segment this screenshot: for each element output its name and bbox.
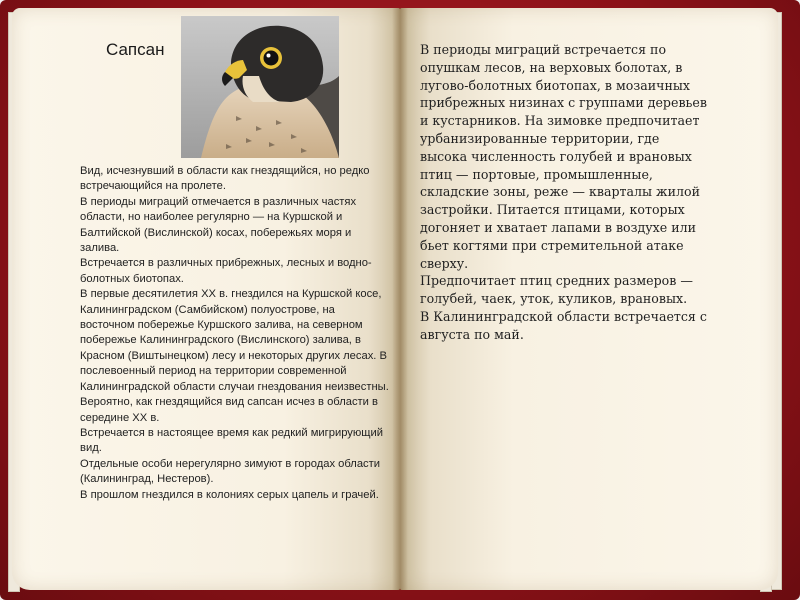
paragraph: Отдельные особи нерегулярно зимуют в городах области (Калининград, Нестеров). (80, 457, 381, 486)
paragraph: Предпочитает птиц средних размеров — голубей, чаек, уток, куликов, врановых. (420, 273, 693, 307)
peregrine-falcon-photo (181, 16, 339, 158)
paragraph: Встречается в различных прибрежных, лесных и водно-болотных биотопах. (80, 257, 372, 285)
right-page-text (420, 41, 710, 344)
paragraph: В Калининградской области встречается с августа по май. (420, 308, 707, 342)
paragraph: Встречается в настоящее время как редкий мигрирующий вид. (80, 426, 383, 455)
left-page-text (80, 164, 392, 503)
paragraph: Вид, исчезнувший в области как гнездящийся, но редко встречающийся на пролете. (80, 165, 370, 193)
paragraph: В периоды миграций встречается по опушкам лесов, на верховых болотах, в лугово-болотных биотопах, в мозаичных прибрежных низинах с группами деревьев и кустарников. На зимовке предпочитает урбанизированные территории, где высока численность голубей и врановых птиц — портовые, промышленные, складские зоны, реже — кварталы жилой застройки. Питается птицами, которых догоняет и хватает лапами в воздухе или бьет когтями при стремительной атаке сверху. (420, 42, 707, 271)
book-gutter (392, 8, 408, 590)
paragraph: В первые десятилетия XX в. гнездился на Куршской косе, Калининградском (Самбийском) полуострове, на восточном побережье Куршского залива, на северном побережье Калининградского (Вислинского) залива, в Красном (Виштынецком) лесу и некоторых других лесах. В послевоенный период на территории современной Калининградской области случаи гнездования неизвестны. Вероятно, как гнездящийся вид сапсан исчез в области в середине XX в. (80, 288, 389, 424)
page-title: Сапсан (106, 40, 165, 59)
paragraph: В прошлом гнездился в колониях серых цапель и грачей. (80, 488, 379, 501)
paragraph: В периоды миграций отмечается в различных частях области, но наиболее регулярно — на Куршской и Балтийской (Вислинской) косах, побережьях моря и залива. (80, 195, 357, 255)
